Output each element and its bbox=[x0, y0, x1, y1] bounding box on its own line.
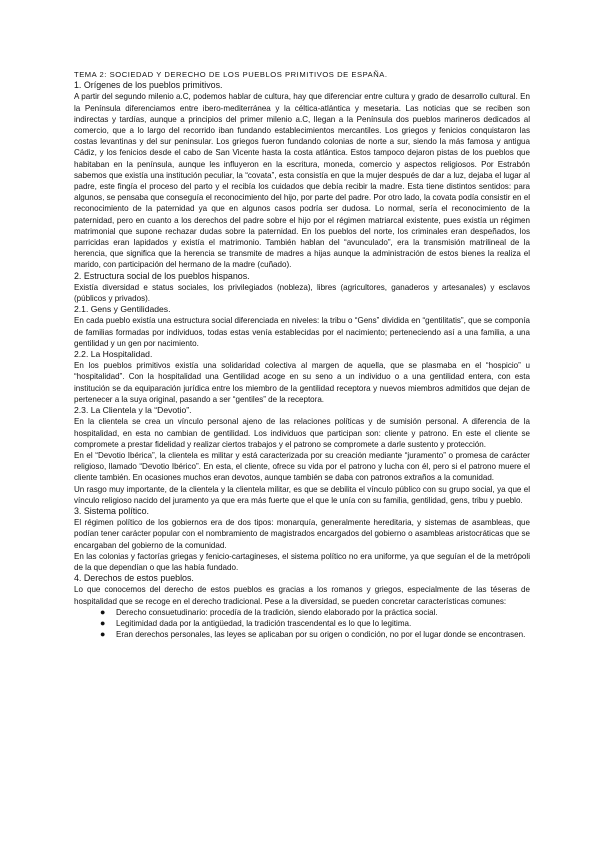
document-page bbox=[74, 69, 530, 640]
section-heading: 4. Derechos de estos pueblos. bbox=[74, 573, 194, 584]
list-item bbox=[100, 629, 530, 640]
subsection-heading: 2.1. Gens y Gentilidades. bbox=[74, 304, 171, 315]
section-heading: 2. Estructura social de los pueblos hispanos. bbox=[74, 270, 250, 281]
section-heading: 3. Sistema político. bbox=[74, 505, 149, 516]
section-heading: 1. Orígenes de los pueblos primitivos. bbox=[74, 80, 223, 91]
list-item-text: Derecho consuetudinario: procedía de la tradición, siendo elaborado por la práctica social. bbox=[116, 607, 438, 617]
paragraph: En el “Devotio Ibérica”, la clientela es militar y está caracterizada por su creación mediante “juramento” o promesa de carácter religioso, llamado “Devotio Ibérico”. En esta, el cliente, ofrece su vida por el patrono y lucha con él, pero si el patrono muere el cliente también. En ocasiones muchos eran devotos, aunque también se daba con patronos extraños a la comunidad. bbox=[74, 450, 530, 483]
list-item bbox=[100, 607, 530, 618]
paragraph: En las colonias y factorías griegas y fenicio-cartagineses, el sistema político no era uniforme, ya que seguían el de la metrópoli de la que dependían o que las había fundado. bbox=[74, 551, 530, 572]
paragraph: El régimen político de los gobiernos era de dos tipos: monarquía, generalmente hereditaria, y sistemas de asambleas, que podían tener carácter popular con el nombramiento de magistrados encargados del gobierno o asambleas aristocráticas que se encargaban del gobierno de la comunidad. bbox=[74, 518, 530, 550]
paragraph: Un rasgo muy importante, de la clientela y la clientela militar, es que se debilita el vínculo público con su grupo social, ya que el vínculo religioso nacido del juramento ya que era más fuerte que el que le unía con su familia, gentilidad, gens, tribu y pueblo. bbox=[74, 484, 530, 505]
bullet-icon: ● bbox=[100, 606, 106, 617]
list-item-text: Eran derechos personales, las leyes se aplicaban por su origen o condición, no por el lugar donde se encontrasen. bbox=[116, 630, 526, 640]
paragraph: A partir del segundo milenio a.C, podemos hablar de cultura, hay que diferenciar entre cultura y grado de desarrollo cultural. En la Península diferenciamos entre ibero-mediterránea y la céltica-atlántica y mesetaria. Las noticias que se reciben son indirectas y tardías, aunque a principios del primer milenio a.C, llegan a la Península dos pueblos marineros dedicados al comercio, que a lo largo del recorrido iban fundando establecimientos mercantiles. Los griegos y fenicios conquistaron las costas levantinas y del sur peninsular. Los griegos fueron fundando colonias de norte a sur, siendo la más famosa y antigua Cádiz, y los fenicios desde el cabo de San Vicente hasta la costa atlántica. Estos tampoco dejaron pistas de los pueblos que habitaban en la península, aunque les influyeron en la escritura, moneda, comercio y aspectos religiosos. Por Estrabón sabemos que existía una institución peculiar, la “covata”, esta consistía en que la mujer después de dar a luz, dejaba el lugar al padre, este fingía el proceso del parto y el recibía los cuidados que debía recibir la madre. Esta tiene distintos sentidos: para algunos, se pensaba que conseguía el reconocimiento del hijo, por parte del padre. Por otro lado, la covata podía consistir en el reconocimiento de la paternidad ya que en algunos casos podría ser dudosa. Lo normal, sería el reconocimiento de la paternidad, pero en cuanto a los derechos del padre sobre el hijo por el régimen matriarcal existente, pues existía un régimen matrimonial que supone rechazar dudas sobre la paternidad. En los pueblos del norte, los criminales eran despeñados, los parricidas eran lapidados y existía el matrimonio. También hablan del “avunculado”, era la transmisión matrilineal de la herencia, que significa que la herencia se transmite de madres a hijas aunque la administración de estos bienes la realiza el marido, con participación del hermano de la madre (cuñado). bbox=[74, 92, 530, 270]
paragraph: Lo que conocemos del derecho de estos pueblos es gracias a los romanos y griegos, especialmente de las téseras de hospitalidad que se recoge en el derecho tradicional. Pese a la diversidad, se pueden concretar características comunes: bbox=[74, 585, 530, 606]
list-item bbox=[100, 618, 530, 629]
list-item-text: Legitimidad dada por la antigüedad, la tradición trascendental es lo que lo legitima. bbox=[116, 618, 412, 628]
subsection-heading: 2.2. La Hospitalidad. bbox=[74, 349, 153, 360]
paragraph: En cada pueblo existía una estructura social diferenciada en niveles: la tribu o “Gens” dividida en “gentilitatis”, que se componía de familias formadas por individuos, todas estas venía establecidas por el nacimiento; perteneciendo así a una familia, a una gentilidad y un gen por nacimiento. bbox=[74, 316, 530, 348]
subsection-heading: 2.3. La Clientela y la “Devotio”. bbox=[74, 405, 192, 416]
bullet-icon: ● bbox=[100, 629, 106, 640]
paragraph: Existía diversidad e status sociales, los privilegiados (nobleza), libres (agricultores, ganaderos y artesanales) y esclavos (públicos y privados). bbox=[74, 282, 530, 304]
bullet-icon: ● bbox=[100, 617, 106, 628]
document-title: TEMA 2: SOCIEDAD Y DERECHO DE LOS PUEBLOS PRIMITIVOS DE ESPAÑA. bbox=[74, 70, 388, 79]
document-body bbox=[74, 80, 530, 640]
paragraph: En la clientela se crea un vínculo personal ajeno de las relaciones políticas y de sumisión personal. A diferencia de la hospitalidad, en esta no cambian de gentilidad. Los individuos que participan son: cliente y patrono. En este el cliente se compromete a prestar fidelidad y realizar ciertos trabajos y el patrono se compromete a darle sustento y protección. bbox=[74, 417, 530, 449]
bullet-list bbox=[74, 607, 530, 641]
paragraph: En los pueblos primitivos existía una solidaridad colectiva al margen de aquella, que se plasmaba en el “hospicio” u “hospitalidad”. Con la hospitalidad una Gentilidad acoge en su seno a un individuo o a una gentilidad entera, con esta institución se da equiparación jurídica entre los miembro de la gentilidad receptora y nuevos miembros admitidos que dejan de pertenecer a la suya original, pasando a ser “gentiles” de la receptora. bbox=[74, 361, 530, 404]
